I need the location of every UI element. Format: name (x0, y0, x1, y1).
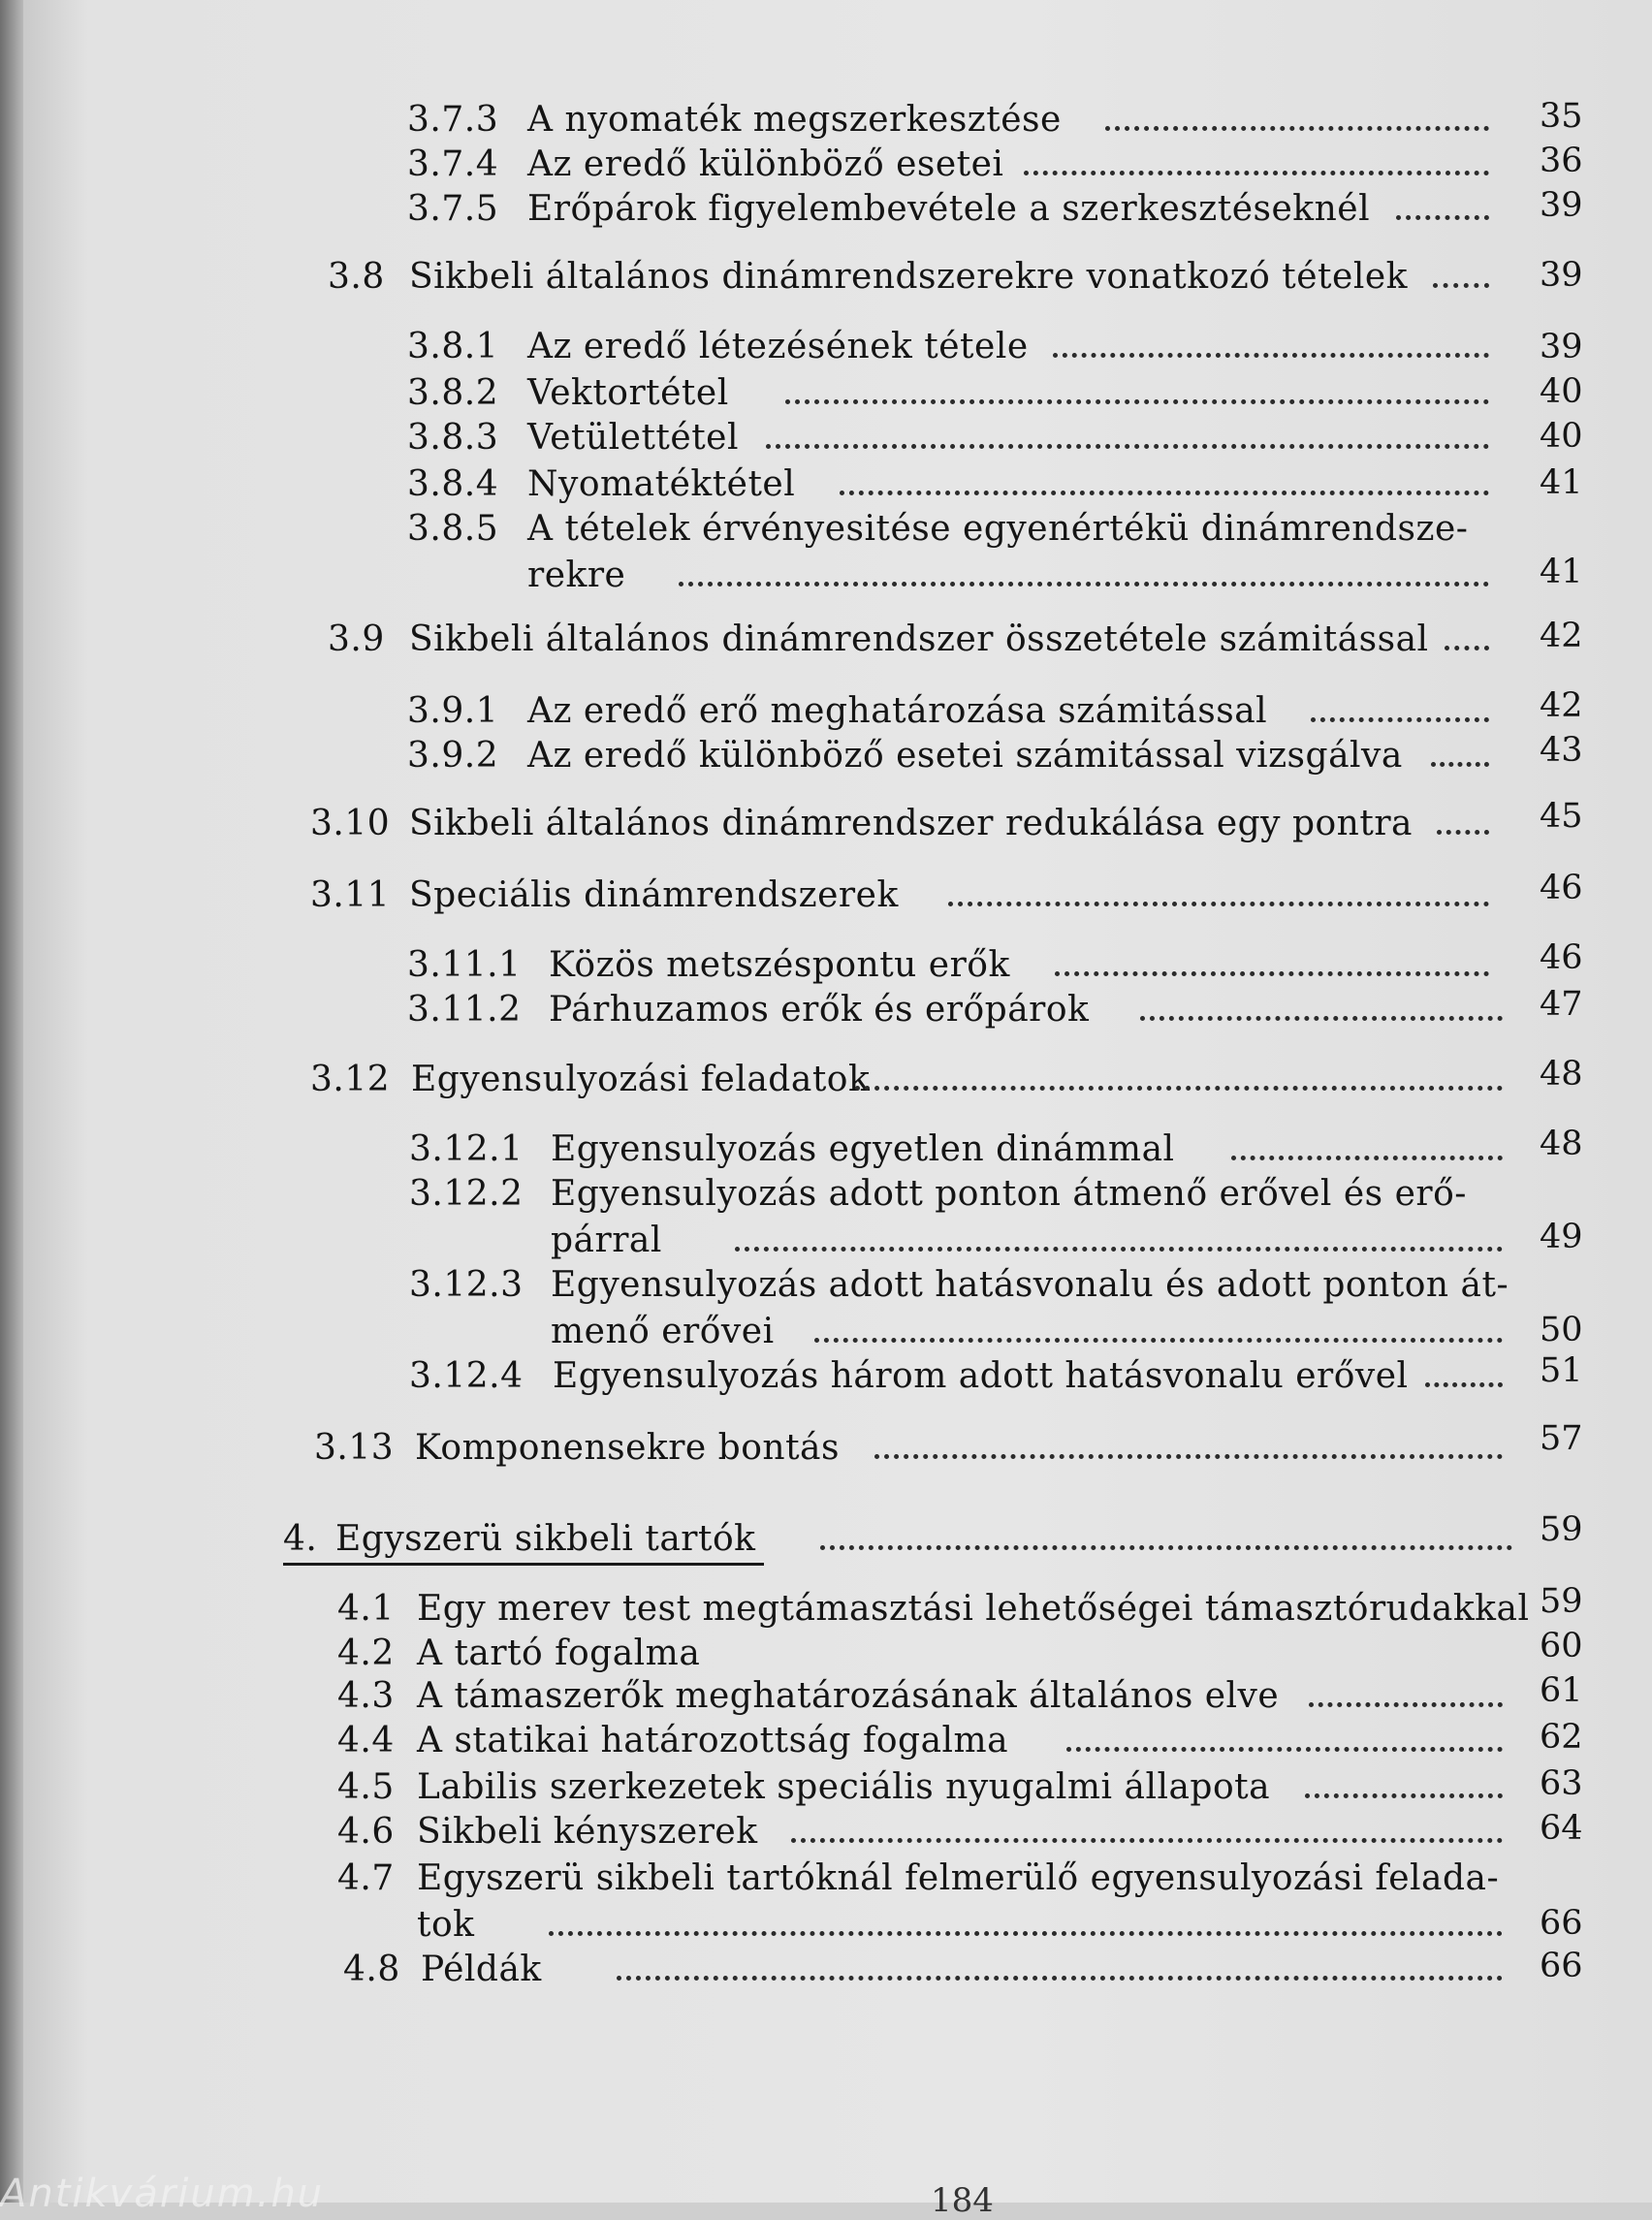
toc-page-number: 49 (1540, 1218, 1583, 1256)
toc-entry-number: 3.8.3 (407, 418, 499, 458)
dot-leader (855, 1078, 1503, 1091)
toc-entry-number: 3.8 (328, 257, 385, 297)
toc-entry-number: 3.13 (314, 1428, 395, 1468)
dot-leader (1309, 1695, 1503, 1707)
toc-page-number: 66 (1540, 1904, 1583, 1943)
toc-page-number: 40 (1540, 417, 1583, 456)
toc-entry-number: 4.4 (337, 1721, 395, 1760)
toc-entry-title: Egyszerü sikbeli tartók (335, 1519, 756, 1559)
toc-page-number: 48 (1540, 1125, 1583, 1163)
dot-leader (1105, 118, 1489, 131)
toc-entry-title-continuation: menő erővei (551, 1312, 775, 1351)
toc-entry-number: 3.8.4 (407, 464, 499, 504)
toc-entry-title: Egyensulyozás három adott hatásvonalu erővel (553, 1356, 1409, 1396)
toc-entry-title: Sikbeli általános dinámrendszerekre vonatkozó tételek (409, 257, 1408, 297)
dot-leader (1431, 754, 1489, 767)
toc-page-number: 59 (1540, 1582, 1583, 1621)
dot-leader (1311, 710, 1489, 722)
toc-entry-number: 3.12.3 (409, 1265, 524, 1305)
toc-entry-title: Egy merev test megtámasztási lehetőségei támasztórudakkal (417, 1589, 1530, 1629)
dot-leader (679, 574, 1489, 587)
dot-leader (617, 1968, 1503, 1981)
toc-entry-number: 4.5 (337, 1767, 395, 1807)
toc-page-number: 61 (1540, 1671, 1583, 1710)
toc-entry-title-continuation: tok (417, 1905, 475, 1945)
toc-page-number: 35 (1540, 97, 1583, 136)
dot-leader (1055, 964, 1489, 976)
toc-entry-title: Vetülettétel (527, 418, 739, 458)
toc-entry-title: Erőpárok figyelembevétele a szerkesztéseknél (527, 189, 1371, 229)
toc-entry-title: Az eredő erő meghatározása számitással (527, 691, 1268, 731)
toc-page-number: 46 (1540, 869, 1583, 907)
toc-entry-number: 4.1 (337, 1589, 395, 1629)
toc-page-number: 62 (1540, 1718, 1583, 1757)
toc-entry-title: A támaszerők meghatározásának általános elve (417, 1676, 1280, 1716)
toc-entry-title: Egyszerü sikbeli tartóknál felmerülő egyensulyozási felada- (417, 1858, 1500, 1898)
toc-entry-title: Párhuzamos erők és erőpárok (549, 990, 1090, 1030)
dot-leader (1024, 163, 1489, 175)
toc-page-number: 41 (1540, 463, 1583, 502)
toc-entry-title: Sikbeli általános dinámrendszer redukálása egy pontra (409, 804, 1414, 843)
toc-entry-title: Sikbeli kényszerek (417, 1812, 758, 1852)
toc-page-number: 66 (1540, 1947, 1583, 1985)
toc-entry-title: Speciális dinámrendszerek (409, 875, 899, 915)
toc-page-number: 40 (1540, 372, 1583, 411)
dot-leader (766, 436, 1489, 449)
dot-leader (1305, 1786, 1503, 1798)
toc-entry-title: Egyensulyozási feladatok (411, 1060, 871, 1099)
page-number: 184 (931, 2181, 994, 2220)
toc-entry-title: Az eredő különböző esetei (527, 144, 1004, 184)
dot-leader (1066, 1739, 1503, 1752)
toc-page-number: 59 (1540, 1510, 1583, 1549)
toc-entry-number: 3.8.2 (407, 373, 499, 413)
dot-leader (840, 483, 1489, 495)
toc-entry-title: Egyensulyozás egyetlen dinámmal (551, 1129, 1175, 1169)
toc-entry-title: Komponensekre bontás (415, 1428, 840, 1468)
toc-page-number: 39 (1540, 328, 1583, 366)
toc-entry-number: 3.12.4 (409, 1356, 524, 1396)
dot-leader (1445, 638, 1489, 650)
dot-leader (785, 392, 1489, 404)
toc-entry-title: Labilis szerkezetek speciális nyugalmi állapota (417, 1767, 1271, 1807)
toc-page-number: 42 (1540, 617, 1583, 655)
toc-page-number: 41 (1540, 553, 1583, 591)
toc-page-number: 57 (1540, 1419, 1583, 1458)
toc-entry-title: Az eredő különböző esetei számitással vizsgálva (527, 736, 1403, 776)
toc-entry-number: 3.7.4 (407, 144, 499, 184)
dot-leader (1053, 345, 1489, 358)
dot-leader (1140, 1008, 1503, 1021)
toc-entry-number: 4.7 (337, 1858, 395, 1898)
toc-entry-title: Nyomatéktétel (527, 464, 796, 504)
toc-page-number: 51 (1540, 1351, 1583, 1390)
toc-entry-number: 3.8.1 (407, 327, 499, 366)
dot-leader (1231, 1148, 1503, 1160)
dot-leader (549, 1923, 1503, 1936)
chapter-underline (283, 1563, 764, 1566)
toc-entry-title: Az eredő létezésének tétele (527, 327, 1029, 366)
toc-page-number: 47 (1540, 985, 1583, 1024)
toc-entry-title: Egyensulyozás adott ponton átmenő erővel és erő- (551, 1174, 1467, 1214)
toc-entry-number: 4.8 (343, 1950, 400, 1989)
toc-entry-number: 3.11 (310, 875, 391, 915)
toc-entry-number: 3.8.5 (407, 509, 499, 549)
toc-entry-number: 3.7.5 (407, 189, 499, 229)
dot-leader (1433, 275, 1489, 288)
toc-entry-number: 3.9.1 (407, 691, 499, 731)
toc-entry-number: 3.11.2 (407, 990, 522, 1030)
toc-entry-number: 3.10 (310, 804, 391, 843)
toc-entry-title: A nyomaték megszerkesztése (527, 100, 1062, 140)
toc-page-number: 43 (1540, 731, 1583, 770)
toc-entry-number: 4.6 (337, 1812, 395, 1852)
toc-page-number: 39 (1540, 256, 1583, 295)
toc-entry-number: 4.2 (337, 1633, 395, 1673)
toc-entry-number: 3.9.2 (407, 736, 499, 776)
toc-entry-title: Sikbeli általános dinámrendszer összetétele számitással (409, 619, 1429, 659)
toc-page-number: 50 (1540, 1311, 1583, 1349)
watermark: Antikvárium.hu (0, 2172, 325, 2216)
dot-leader (735, 1239, 1503, 1252)
toc-entry-title: Példák (421, 1950, 542, 1989)
dot-leader (1396, 207, 1489, 220)
toc-entry-number: 3.7.3 (407, 100, 499, 140)
toc-page-number: 46 (1540, 938, 1583, 977)
toc-entry-title: Vektortétel (527, 373, 729, 413)
toc-page-number: 45 (1540, 797, 1583, 836)
toc-entry-title: Közös metszéspontu erők (549, 945, 1010, 985)
toc-page-number: 48 (1540, 1055, 1583, 1094)
toc-page-number: 60 (1540, 1627, 1583, 1665)
toc-entry-number: 4. (283, 1519, 318, 1559)
toc-entry-title-continuation: rekre (527, 555, 626, 595)
dot-leader (791, 1830, 1503, 1843)
toc-entry-number: 3.12.1 (409, 1129, 524, 1169)
dot-leader (814, 1330, 1503, 1343)
toc-entry-title-continuation: párral (551, 1221, 662, 1260)
toc-page-number: 63 (1540, 1764, 1583, 1803)
toc-entry-number: 3.12.2 (409, 1174, 524, 1214)
toc-entry-title: A statikai határozottság fogalma (417, 1721, 1009, 1760)
toc-entry-number: 4.3 (337, 1676, 395, 1716)
toc-entry-title: A tartó fogalma (417, 1633, 701, 1673)
toc-entry-number: 3.11.1 (407, 945, 522, 985)
dot-leader (820, 1538, 1512, 1550)
dot-leader (948, 894, 1489, 906)
dot-leader (1437, 822, 1489, 835)
dot-leader (874, 1446, 1503, 1459)
toc-entry-number: 3.9 (328, 619, 385, 659)
toc-entry-title: Egyensulyozás adott hatásvonalu és adott ponton át- (551, 1265, 1509, 1305)
toc-page-number: 42 (1540, 686, 1583, 725)
toc-page-number: 64 (1540, 1809, 1583, 1848)
toc-entry-title: A tételek érvényesitése egyenértékü dinámrendsze- (527, 509, 1469, 549)
toc-entry-number: 3.12 (310, 1060, 391, 1099)
dot-leader (1425, 1375, 1503, 1387)
toc-page-number: 39 (1540, 186, 1583, 225)
toc-page-number: 36 (1540, 142, 1583, 180)
